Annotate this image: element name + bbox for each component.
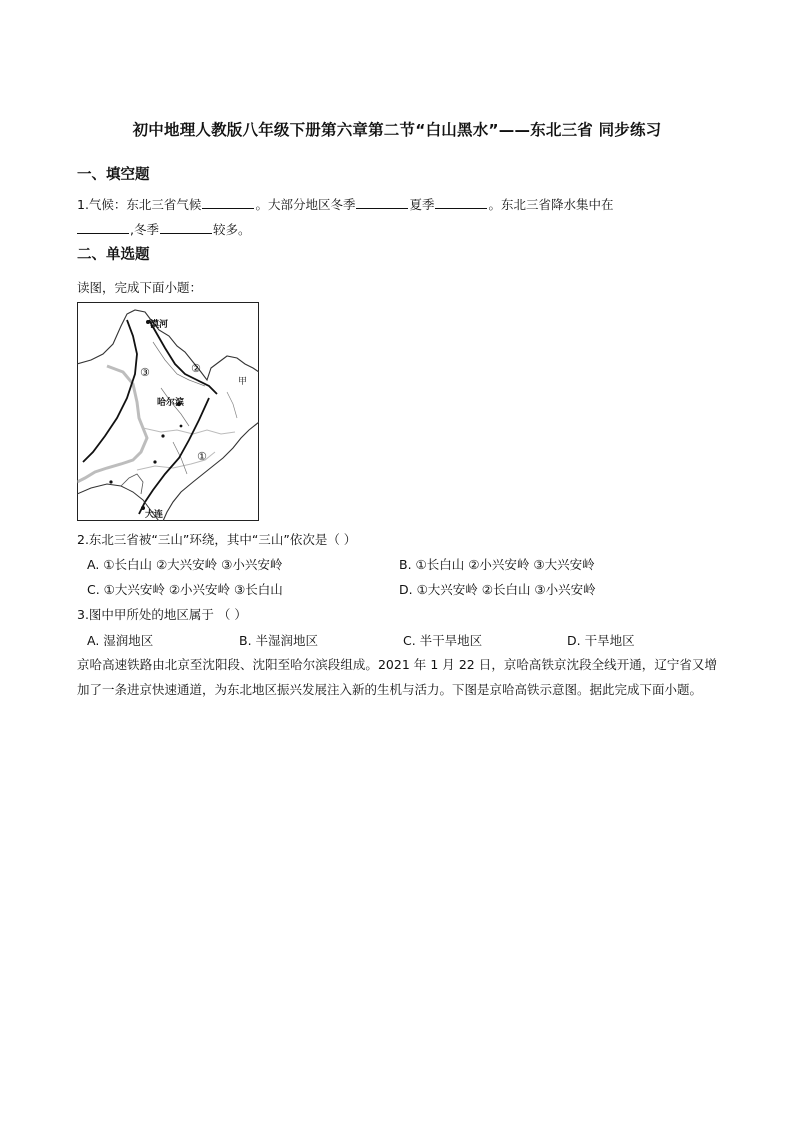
question-2-option-a[interactable]: A. ①长白山 ②大兴安岭 ③小兴安岭 <box>87 557 283 572</box>
question-3-option-b[interactable]: B. 半湿润地区 <box>239 633 319 648</box>
question-2-option-b[interactable]: B. ①长白山 ②小兴安岭 ③大兴安岭 <box>399 557 595 572</box>
q1-text-part-5: ,冬季 <box>130 222 159 237</box>
question-1-line-2 <box>77 221 251 238</box>
section-heading-single-choice: 二、单选题 <box>77 247 150 263</box>
question-3-option-d[interactable]: D. 干旱地区 <box>567 633 635 648</box>
q1-text-part-3: 夏季 <box>409 197 435 212</box>
q1-blank-3 <box>435 197 487 209</box>
question-3-option-a[interactable]: A. 湿润地区 <box>87 633 154 648</box>
q1-text-part-1: 1.气候：东北三省气候 <box>77 197 202 212</box>
map-label-jia: 甲 <box>238 377 248 387</box>
map-label-circle-1: ① <box>197 450 207 463</box>
question-2-option-c[interactable]: C. ①大兴安岭 ②小兴安岭 ③长白山 <box>87 582 283 597</box>
q1-text-part-4: 。东北三省降水集中在 <box>488 197 614 212</box>
map-label-harbin: 哈尔滨 <box>157 398 185 408</box>
q1-blank-4 <box>77 222 129 234</box>
map-label-circle-2: ② <box>191 362 201 375</box>
question-3-stem: 3.图中甲所处的地区属于 （ ） <box>77 607 247 622</box>
page-title: 初中地理人教版八年级下册第六章第二节“白山黑水”——东北三省 同步练习 <box>132 121 662 139</box>
map-figure <box>77 302 259 521</box>
q1-blank-1 <box>202 197 254 209</box>
map-label-dalian: 大连 <box>145 510 164 520</box>
reading-passage: 京哈高速铁路由北京至沈阳段、沈阳至哈尔滨段组成。2021 年 1 月 22 日，京哈高铁京沈段全线开通，辽宁省又增加了一条进京快速通道，为东北地区振兴发展注入新的生机与活力。下图是京哈高铁示意图。据此完成下面小题。 <box>77 657 717 697</box>
q1-text-part-6: 较多。 <box>212 222 251 237</box>
question-3-option-c[interactable]: C. 半干旱地区 <box>403 633 483 648</box>
q1-text-part-2: 。大部分地区冬季 <box>255 197 356 212</box>
map-label-circle-3: ③ <box>140 366 150 379</box>
northeast-china-map <box>77 302 259 521</box>
question-1-line-1 <box>77 196 613 213</box>
section-heading-fill-blank: 一、填空题 <box>77 167 150 183</box>
map-instruction: 读图，完成下面小题： <box>77 280 203 295</box>
question-2-option-d[interactable]: D. ①大兴安岭 ②长白山 ③小兴安岭 <box>399 582 596 597</box>
question-2-stem: 2.东北三省被“三山”环绕，其中“三山”依次是（ ） <box>77 532 357 547</box>
q1-blank-2 <box>356 197 408 209</box>
map-label-mohe: 漠河 <box>150 320 169 330</box>
q1-blank-5 <box>160 222 212 234</box>
